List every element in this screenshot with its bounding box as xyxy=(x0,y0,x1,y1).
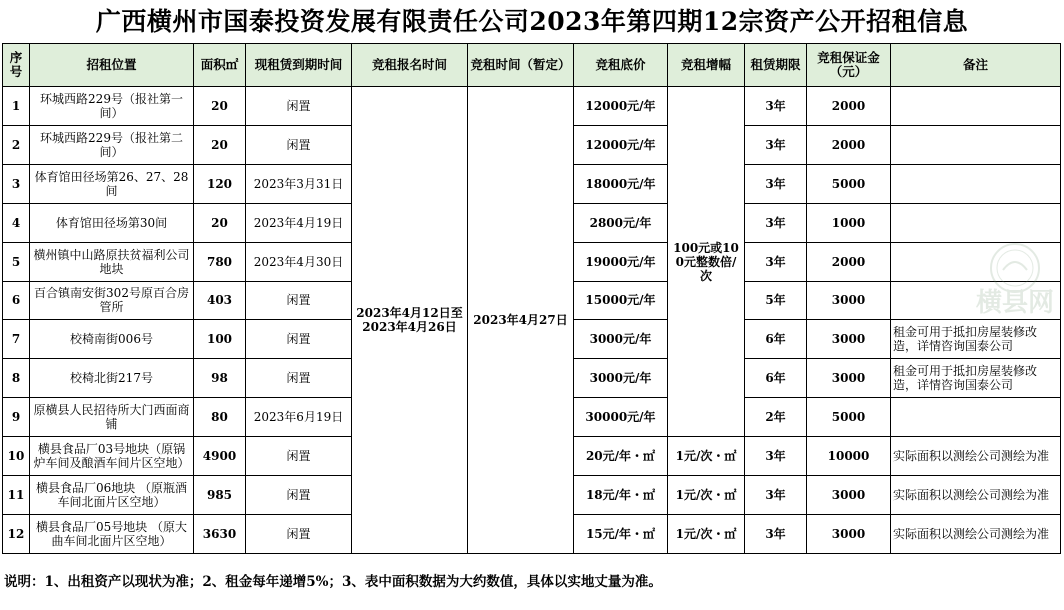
cell-area: 120 xyxy=(194,164,246,203)
header-area: 面积㎡ xyxy=(194,44,246,87)
cell-term: 6年 xyxy=(745,359,807,398)
cell-base-price: 2800元/年 xyxy=(574,203,668,242)
cell-location: 校椅北街217号 xyxy=(30,359,194,398)
cell-seq: 8 xyxy=(3,359,30,398)
cell-base-price: 12000元/年 xyxy=(574,125,668,164)
cell-deposit: 5000 xyxy=(807,164,891,203)
cell-term: 5年 xyxy=(745,281,807,320)
cell-expiry: 闲置 xyxy=(246,87,352,126)
cell-area: 20 xyxy=(194,203,246,242)
cell-seq: 9 xyxy=(3,398,30,437)
cell-remark xyxy=(891,281,1061,320)
cell-remark: 租金可用于抵扣房屋装修改造，详情咨询国泰公司 xyxy=(891,359,1061,398)
cell-seq: 1 xyxy=(3,87,30,126)
cell-location: 横州镇中山路原扶贫福利公司地块 xyxy=(30,242,194,281)
cell-seq: 7 xyxy=(3,320,30,359)
cell-expiry: 闲置 xyxy=(246,125,352,164)
cell-expiry: 2023年6月19日 xyxy=(246,398,352,437)
cell-expiry: 闲置 xyxy=(246,514,352,553)
cell-location: 百合镇南安街302号原百合房管所 xyxy=(30,281,194,320)
cell-location: 校椅南街006号 xyxy=(30,320,194,359)
cell-location: 体育馆田径场第26、27、28间 xyxy=(30,164,194,203)
cell-expiry: 闲置 xyxy=(246,281,352,320)
cell-deposit: 2000 xyxy=(807,87,891,126)
cell-deposit: 3000 xyxy=(807,281,891,320)
cell-bid-time: 2023年4月27日 xyxy=(468,87,574,554)
cell-seq: 6 xyxy=(3,281,30,320)
cell-increment: 1元/次・㎡ xyxy=(668,437,745,476)
cell-seq: 11 xyxy=(3,476,30,515)
cell-expiry: 闲置 xyxy=(246,476,352,515)
cell-deposit: 10000 xyxy=(807,437,891,476)
cell-deposit: 5000 xyxy=(807,398,891,437)
table-row xyxy=(3,87,1061,126)
cell-area: 80 xyxy=(194,398,246,437)
cell-remark xyxy=(891,203,1061,242)
cell-base-price: 15000元/年 xyxy=(574,281,668,320)
cell-deposit: 3000 xyxy=(807,359,891,398)
cell-term: 3年 xyxy=(745,87,807,126)
cell-expiry: 闲置 xyxy=(246,359,352,398)
cell-location: 横县食品厂05号地块 （原大曲车间北面片区空地） xyxy=(30,514,194,553)
page-title: 广西横州市国泰投资发展有限责任公司2023年第四期12宗资产公开招租信息 xyxy=(95,7,969,36)
cell-area: 100 xyxy=(194,320,246,359)
watermark-text: 横县网 xyxy=(975,288,1054,318)
header-base-price: 竞租底价 xyxy=(574,44,668,87)
header-deposit: 竞租保证金（元） xyxy=(807,44,891,87)
cell-base-price: 30000元/年 xyxy=(574,398,668,437)
cell-area: 4900 xyxy=(194,437,246,476)
cell-seq: 10 xyxy=(3,437,30,476)
cell-seq: 5 xyxy=(3,242,30,281)
cell-term: 3年 xyxy=(745,476,807,515)
cell-seq: 2 xyxy=(3,125,30,164)
cell-deposit: 2000 xyxy=(807,242,891,281)
cell-increment: 1元/次・㎡ xyxy=(668,476,745,515)
cell-expiry: 2023年3月31日 xyxy=(246,164,352,203)
header-location: 招租位置 xyxy=(30,44,194,87)
cell-increment: 1元/次・㎡ xyxy=(668,514,745,553)
cell-area: 20 xyxy=(194,87,246,126)
cell-base-price: 3000元/年 xyxy=(574,320,668,359)
cell-expiry: 闲置 xyxy=(246,320,352,359)
cell-area: 985 xyxy=(194,476,246,515)
cell-seq: 12 xyxy=(3,514,30,553)
cell-location: 环城西路229号（报社第二间） xyxy=(30,125,194,164)
cell-area: 3630 xyxy=(194,514,246,553)
cell-remark: 实际面积以测绘公司测绘为准 xyxy=(891,476,1061,515)
cell-remark xyxy=(891,125,1061,164)
cell-term: 3年 xyxy=(745,164,807,203)
header-seq: 序号 xyxy=(3,44,30,87)
cell-base-price: 12000元/年 xyxy=(574,87,668,126)
cell-expiry: 2023年4月30日 xyxy=(246,242,352,281)
cell-remark: 租金可用于抵扣房屋装修改造，详情咨询国泰公司 xyxy=(891,320,1061,359)
cell-base-price: 18000元/年 xyxy=(574,164,668,203)
cell-deposit: 3000 xyxy=(807,476,891,515)
cell-term: 3年 xyxy=(745,437,807,476)
cell-term: 3年 xyxy=(745,242,807,281)
cell-remark xyxy=(891,398,1061,437)
header-increment: 竞租增幅 xyxy=(668,44,745,87)
header-remark: 备注 xyxy=(891,44,1061,87)
cell-location: 环城西路229号（报社第一间） xyxy=(30,87,194,126)
cell-term: 3年 xyxy=(745,514,807,553)
cell-deposit: 3000 xyxy=(807,320,891,359)
cell-term: 3年 xyxy=(745,203,807,242)
cell-base-price: 15元/年・㎡ xyxy=(574,514,668,553)
cell-increment-merged: 100元或100元整数倍/次 xyxy=(668,87,745,437)
cell-term: 6年 xyxy=(745,320,807,359)
cell-base-price: 18元/年・㎡ xyxy=(574,476,668,515)
cell-area: 98 xyxy=(194,359,246,398)
cell-deposit: 2000 xyxy=(807,125,891,164)
cell-remark xyxy=(891,87,1061,126)
cell-area: 780 xyxy=(194,242,246,281)
lease-table-container xyxy=(2,43,1060,554)
cell-seq: 3 xyxy=(3,164,30,203)
header-bid-time: 竞租时间（暂定） xyxy=(468,44,574,87)
cell-remark: 实际面积以测绘公司测绘为准 xyxy=(891,514,1061,553)
cell-base-price: 19000元/年 xyxy=(574,242,668,281)
cell-expiry: 2023年4月19日 xyxy=(246,203,352,242)
cell-area: 403 xyxy=(194,281,246,320)
cell-signup-time: 2023年4月12日至2023年4月26日 xyxy=(352,87,468,554)
cell-remark xyxy=(891,242,1061,281)
footnote: 说明：1、出租资产以现状为准；2、租金每年递增5%；3、表中面积数据为大约数值，具体以实地丈量为准。 xyxy=(4,574,662,590)
cell-seq: 4 xyxy=(3,203,30,242)
header-expiry: 现租赁到期时间 xyxy=(246,44,352,87)
lease-table xyxy=(2,43,1061,554)
cell-term: 2年 xyxy=(745,398,807,437)
cell-location: 横县食品厂03号地块（原锅炉车间及酿酒车间片区空地） xyxy=(30,437,194,476)
cell-term: 3年 xyxy=(745,125,807,164)
cell-location: 原横县人民招待所大门西面商铺 xyxy=(30,398,194,437)
cell-base-price: 3000元/年 xyxy=(574,359,668,398)
header-term: 租赁期限 xyxy=(745,44,807,87)
cell-location: 横县食品厂06地块 （原瓶酒车间北面片区空地） xyxy=(30,476,194,515)
header-signup: 竞租报名时间 xyxy=(352,44,468,87)
cell-remark xyxy=(891,164,1061,203)
cell-remark: 实际面积以测绘公司测绘为准 xyxy=(891,437,1061,476)
table-header-row xyxy=(3,44,1061,87)
cell-area: 20 xyxy=(194,125,246,164)
cell-location: 体育馆田径场第30间 xyxy=(30,203,194,242)
cell-base-price: 20元/年・㎡ xyxy=(574,437,668,476)
cell-expiry: 闲置 xyxy=(246,437,352,476)
cell-deposit: 1000 xyxy=(807,203,891,242)
cell-deposit: 3000 xyxy=(807,514,891,553)
